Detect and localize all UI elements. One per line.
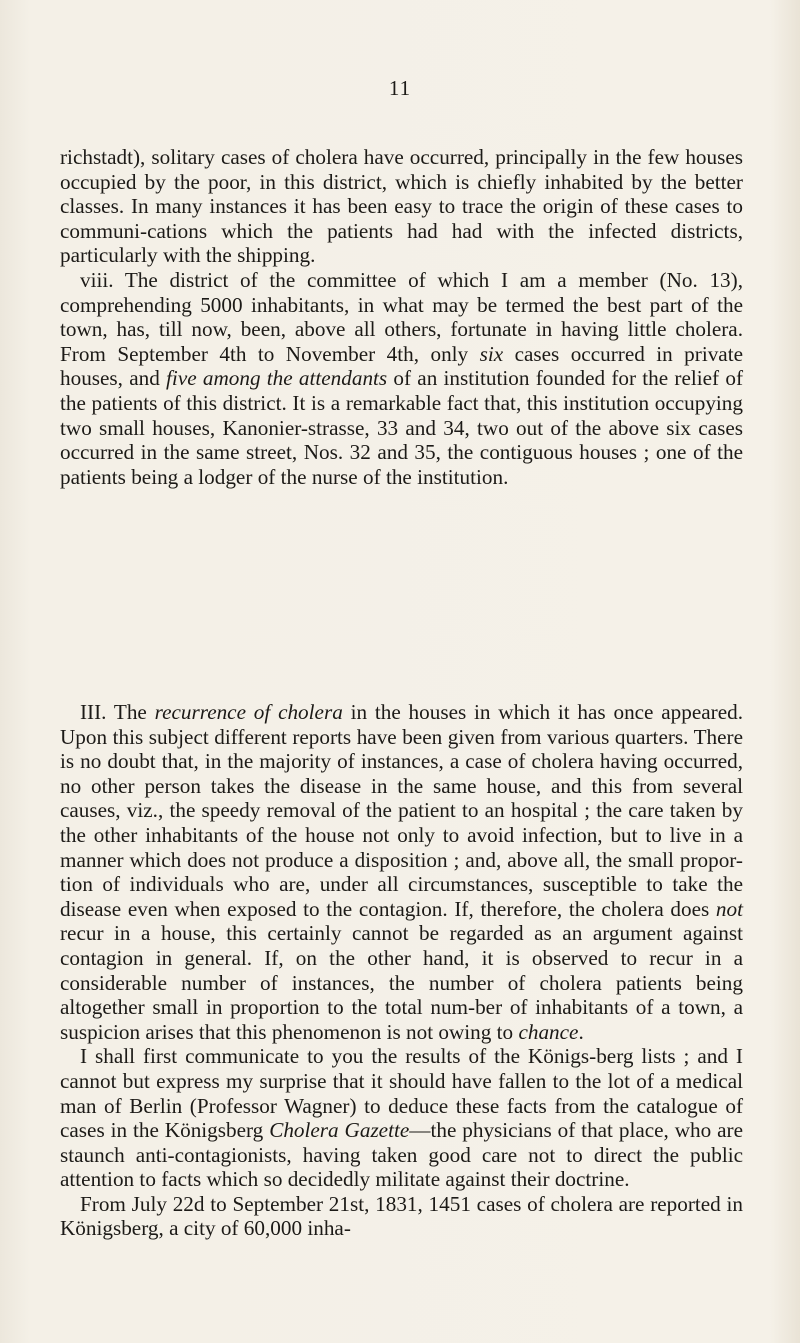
text-run: in the houses in which it has once appeared. Upon this subject different reports have been given from various quarters. There is no doubt that, in the majority of instances, a case of cholera having occurred, no other person takes the disease in the same house, and this from several causes, viz., the speedy removal of the patient to an hospital ; the care taken by the other inhabitants of the house not only to avoid infection, but to live in a manner which does not produce a disposition ; and, above all, the small propor-tion of individuals who are, under all circumstances, susceptible to take the disease even when exposed to the contagion. If, therefore, the cholera does xyxy=(60,700,744,921)
text-block-upper xyxy=(60,145,743,489)
text-run: III. The xyxy=(80,700,155,724)
paragraph-continuation xyxy=(60,145,743,268)
text-run: recur in a house, this certainly cannot be regarded as an argument against contagion in general. If, on the other hand, it is observed to recur in a considerable number of instances, the number of cholera patients being altogether small in proportion to the total num-ber of inhabitants of a town, a suspicion arises that this phenomenon is not owing to xyxy=(60,921,743,1044)
text-run: richstadt), solitary cases of cholera have occurred, principally in the few houses occupied by the poor, in this district, which is chiefly inhabited by the better classes. In many instances it has been easy to trace the origin of these cases to communi-cations which the patients had had with the infected districts, particularly with the shipping. xyxy=(60,145,743,268)
text-run: of an institution founded for the relief of the patients of this district. It is a remarkable fact that, this institution occupying two small houses, Kanonier-strasse, 33 and 34, two out of the above six cases occurred in the same street, Nos. 32 and 35, the contiguous houses ; one of the patients being a lodger of the nurse of the institution. xyxy=(60,366,743,489)
italic-text-run: five among the attendants xyxy=(166,366,388,391)
text-block-lower xyxy=(60,700,743,1241)
italic-text-run: chance xyxy=(518,1019,579,1044)
text-run: cases occurred in private houses, and xyxy=(60,341,743,391)
text-run: —the physicians of that place, who are staunch anti-contagionists, having taken good care not to direct the public attention to facts which so decidedly militate against their doctrine. xyxy=(60,1118,744,1192)
paragraph-district-viii xyxy=(60,268,743,489)
paragraph-konigsberg-lists xyxy=(60,1044,743,1192)
italic-text-run: recurrence of cholera xyxy=(154,700,343,724)
italic-text-run: not xyxy=(715,896,743,921)
text-run: From July 22d to September 21st, 1831, 1451 cases of cholera are reported in Königsberg, a city of 60,000 inha- xyxy=(60,1191,743,1241)
italic-text-run: Cholera Gazette xyxy=(269,1118,410,1143)
text-run: viii. The district of the committee of which I am a member (No. 13), comprehending 5000 inhabitants, in what may be termed the best part of the town, has, till now, been, above all others, fortunate in having little cholera. From September 4th to November 4th, only xyxy=(60,267,743,366)
text-run: I shall first communicate to you the results of the Königs-berg lists ; and I cannot but express my surprise that it should have fallen to the lot of a medical man of Berlin (Professor Wagner) to deduce these facts from the catalogue of cases in the Königsberg xyxy=(60,1044,743,1143)
text-run: . xyxy=(578,1019,584,1044)
paragraph-section-iii xyxy=(60,700,743,1044)
italic-text-run: six xyxy=(479,341,504,366)
page-number: 11 xyxy=(388,76,412,100)
paragraph-july-cases xyxy=(60,1192,743,1241)
